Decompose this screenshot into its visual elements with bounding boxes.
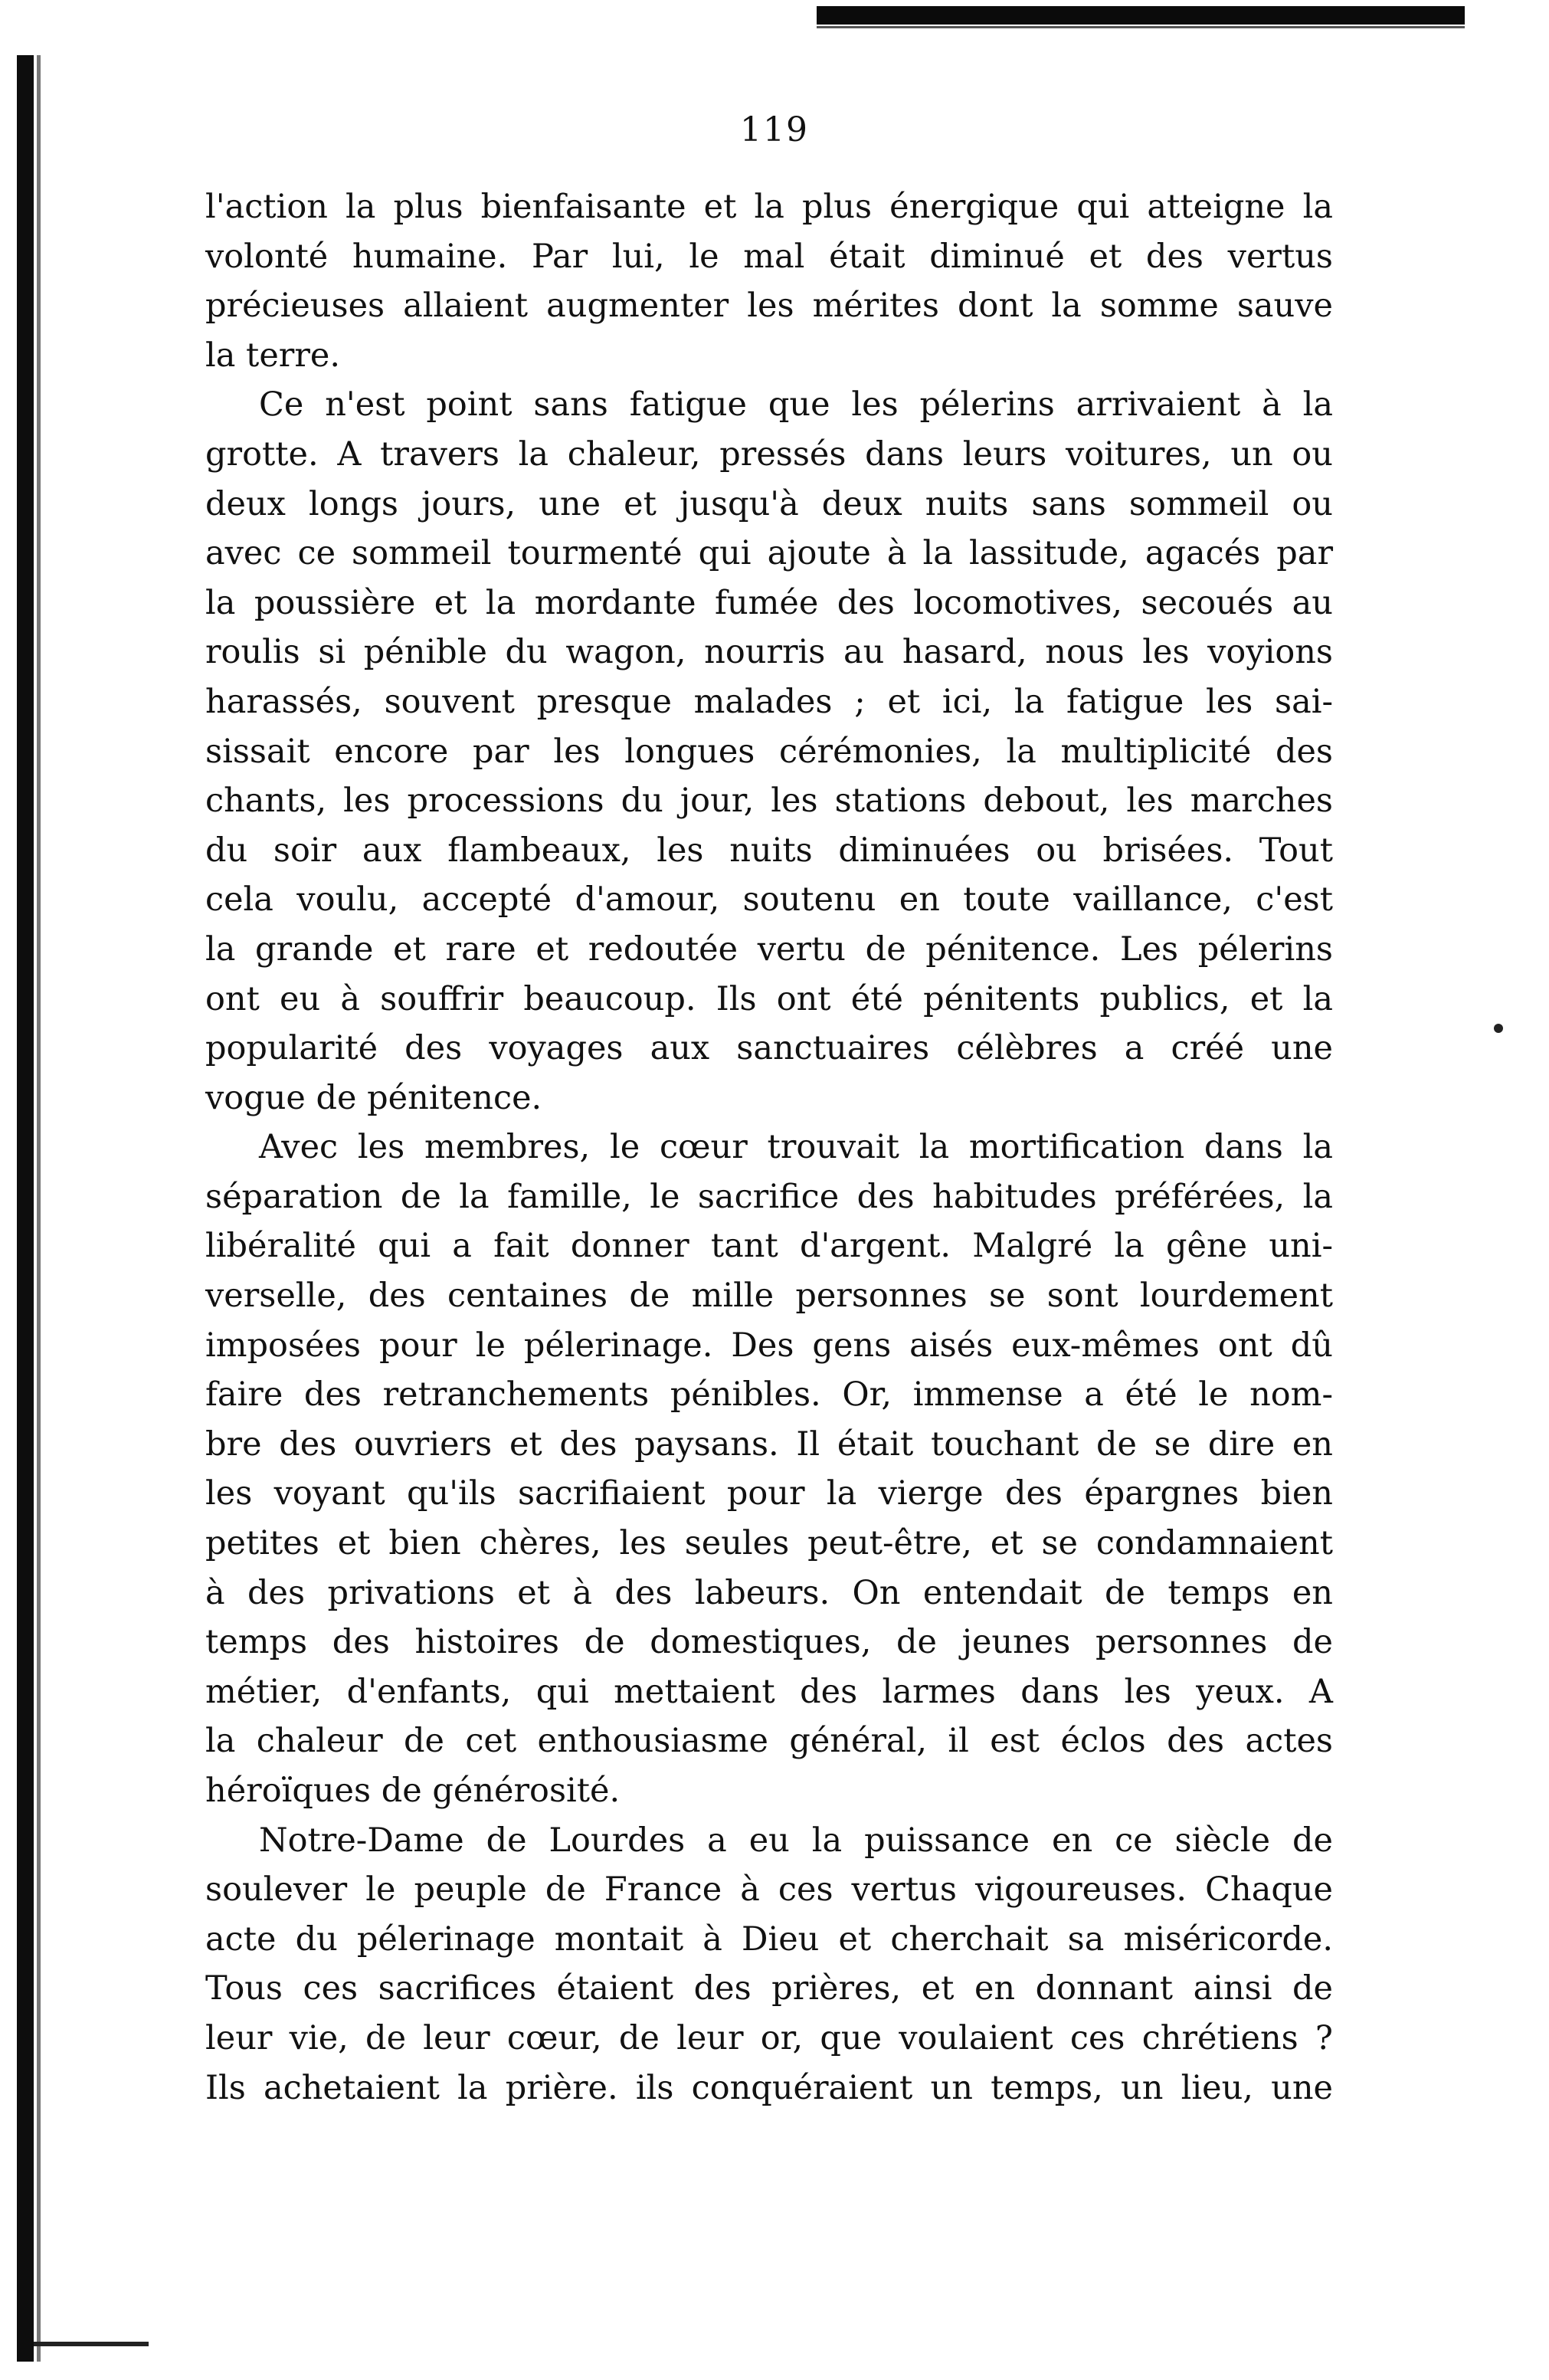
top-rule-shadow bbox=[817, 26, 1465, 28]
text-line: ont eu à souffrir beaucoup. Ils ont été pénitents publics, et la bbox=[205, 979, 1333, 1018]
text-line: du soir aux flambeaux, les nuits diminuées ou brisées. Tout bbox=[205, 831, 1333, 870]
text-line: la grande et rare et redoutée vertu de pénitence. Les pélerins bbox=[205, 929, 1333, 969]
text-line: verselle, des centaines de mille personnes se sont lourdement bbox=[205, 1277, 1333, 1316]
text-line: deux longs jours, une et jusqu'à deux nuits sans sommeil ou bbox=[205, 484, 1333, 523]
top-rule bbox=[817, 6, 1465, 25]
text-line: roulis si pénible du wagon, nourris au hasard, nous les voyions bbox=[205, 633, 1333, 672]
text-line: Notre-Dame de Lourdes a eu la puissance en ce siècle de bbox=[259, 1821, 1333, 1860]
text-line: sissait encore par les longues cérémonies, la multiplicité des bbox=[205, 732, 1333, 771]
text-line: chants, les processions du jour, les stations debout, les marches bbox=[205, 782, 1333, 821]
text-line: imposées pour le pélerinage. Des gens aisés eux-mêmes ont dû bbox=[205, 1326, 1333, 1365]
text-line: petites et bien chères, les seules peut-être, et se condamnaient bbox=[205, 1524, 1333, 1563]
binding-edge-shadow bbox=[37, 55, 41, 2362]
body-text bbox=[205, 182, 1333, 2113]
text-line: à des privations et à des labeurs. On entendait de temps en bbox=[205, 1573, 1333, 1612]
text-line: héroïques de générosité. bbox=[205, 1772, 621, 1810]
binding-foot bbox=[34, 2342, 149, 2346]
text-line: avec ce sommeil tourmenté qui ajoute à la lassitude, agacés par bbox=[205, 534, 1333, 573]
text-line: métier, d'enfants, qui mettaient des larmes dans les yeux. A bbox=[205, 1672, 1333, 1711]
text-line: popularité des voyages aux sanctuaires célèbres a créé une bbox=[205, 1029, 1333, 1068]
margin-mark bbox=[1494, 1024, 1503, 1033]
text-line: bre des ouvriers et des paysans. Il était touchant de se dire en bbox=[205, 1424, 1333, 1464]
text-line: grotte. A travers la chaleur, pressés dans leurs voitures, un ou bbox=[205, 434, 1333, 474]
text-line: libéralité qui a fait donner tant d'argent. Malgré la gêne uni- bbox=[205, 1227, 1333, 1266]
text-line: l'action la plus bienfaisante et la plus énergique qui atteigne la bbox=[205, 188, 1333, 226]
text-line: la terre. bbox=[205, 336, 341, 375]
text-line: volonté humaine. Par lui, le mal était diminué et des vertus bbox=[205, 237, 1333, 276]
text-line: Ce n'est point sans fatigue que les pélerins arrivaient à la bbox=[259, 385, 1333, 425]
text-line: harassés, souvent presque malades ; et ici, la fatigue les sai- bbox=[205, 682, 1333, 721]
text-line: séparation de la famille, le sacrifice des habitudes préférées, la bbox=[205, 1177, 1333, 1216]
text-line: leur vie, de leur cœur, de leur or, que voulaient ces chrétiens ? bbox=[205, 2018, 1333, 2057]
text-line: soulever le peuple de France à ces vertus vigoureuses. Chaque bbox=[205, 1870, 1333, 1910]
text-line: Ils achetaient la prière. ils conquéraient un temps, un lieu, une bbox=[205, 2068, 1333, 2107]
text-line: Avec les membres, le cœur trouvait la mortification dans la bbox=[259, 1128, 1333, 1167]
text-line: la chaleur de cet enthousiasme général, il est éclos des actes bbox=[205, 1722, 1333, 1761]
text-line: temps des histoires de domestiques, de jeunes personnes de bbox=[205, 1623, 1333, 1662]
text-line: les voyant qu'ils sacrifiaient pour la vierge des épargnes bien bbox=[205, 1474, 1333, 1513]
text-line: faire des retranchements pénibles. Or, immense a été le nom- bbox=[205, 1375, 1333, 1415]
text-line: précieuses allaient augmenter les mérites dont la somme sauve bbox=[205, 287, 1333, 326]
text-line: Tous ces sacrifices étaient des prières, et en donnant ainsi de bbox=[205, 1969, 1333, 2008]
binding-edge bbox=[17, 55, 34, 2362]
text-line: cela voulu, accepté d'amour, soutenu en toute vaillance, c'est bbox=[205, 880, 1333, 920]
text-line: acte du pélerinage montait à Dieu et cherchait sa miséricorde. bbox=[205, 1919, 1333, 1959]
page-number: 119 bbox=[740, 110, 809, 149]
text-line: vogue de pénitence. bbox=[205, 1078, 542, 1117]
text-line: la poussière et la mordante fumée des locomotives, secoués au bbox=[205, 583, 1333, 622]
